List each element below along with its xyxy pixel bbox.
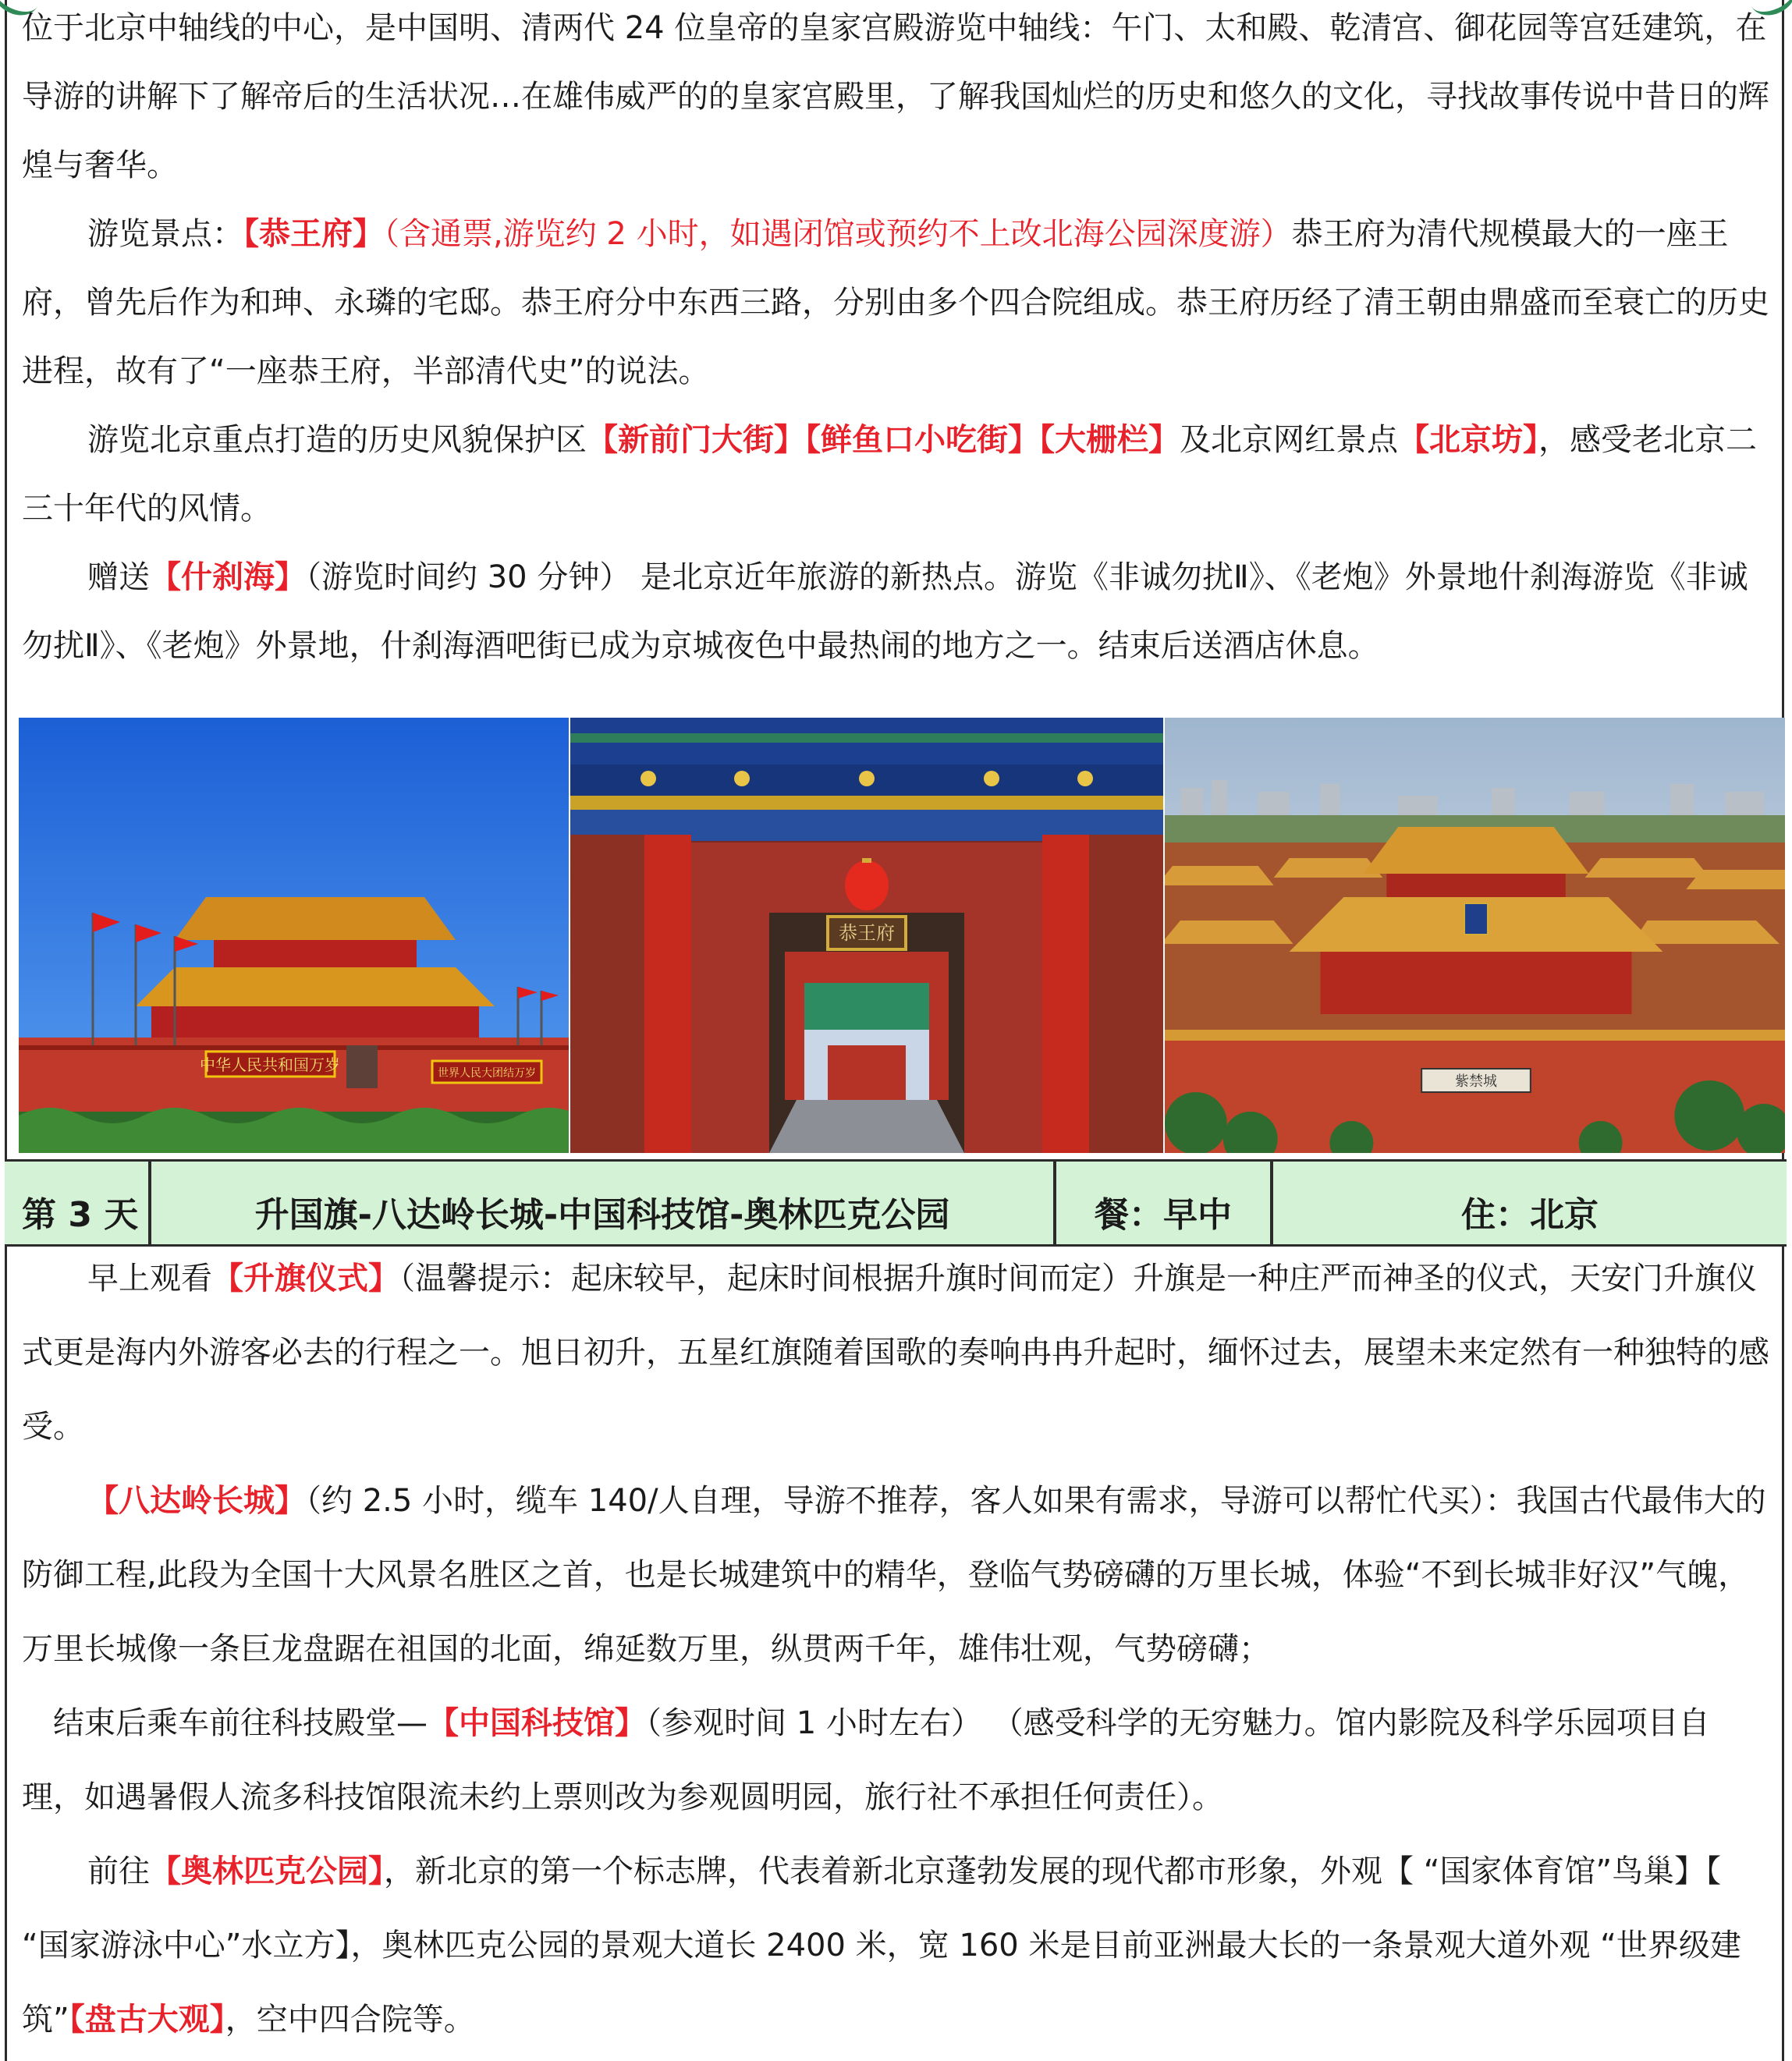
spot-dashilan: 【大栅栏】 bbox=[1039, 422, 1180, 458]
spot-qianmen-street: 【新前门大街】 bbox=[587, 422, 805, 458]
day-stay: 住：北京 bbox=[1461, 1195, 1599, 1235]
day-route: 升国旗-八达岭长城-中国科技馆-奥林匹克公园 bbox=[254, 1195, 950, 1235]
day-header-row bbox=[5, 1159, 1787, 1247]
forbidden-city-paragraph bbox=[22, 0, 1769, 200]
spot-pangu-plaza: 【盘古大观】 bbox=[69, 2002, 225, 2038]
day-meals: 餐：早中 bbox=[1095, 1195, 1232, 1235]
olympic-rest: ，空中四合院等。 bbox=[225, 2002, 475, 2038]
day-meals-cell bbox=[1056, 1162, 1273, 1244]
olympic-text: ，新北京的第一个标志牌，代表着新北京蓬勃发展的现代都市形象，外观【 “国家体育馆”鸟巢】【 “国家游泳中心”水立方】，奥林匹克公园的景观大道长 2400 米，宽 160 米是目前亚洲最大长的一条景观大道外观 “世界级建筑” bbox=[22, 1853, 1741, 2038]
science-museum-text: （参观时间 1 小时左右） （感受科学的无穷魅力。馆内影院及科学乐园项目自理，如遇暑假人流多科技馆限流未约上票则改为参观圆明园，旅行社不承担任何责任）。 bbox=[22, 1705, 1710, 1815]
gift-label: 赠送 bbox=[87, 559, 150, 595]
forbidden-city-plaque: 紫禁城 bbox=[1455, 1073, 1497, 1091]
prince-gong-paragraph bbox=[22, 200, 1769, 406]
qianmen-prefix: 游览北京重点打造的历史风貌保护区 bbox=[87, 422, 587, 458]
science-museum-prefix: 结束后乘车前往科技殿堂— bbox=[53, 1705, 428, 1741]
prince-gong-note: （含通票,游览约 2 小时，如遇闭馆或预约不上改北海公园深度游） bbox=[384, 216, 1292, 252]
day-number: 第 3 天 bbox=[22, 1195, 139, 1235]
spot-prince-gong: 【恭王府】 bbox=[243, 216, 384, 252]
spot-shichahai: 【什刹海】 bbox=[150, 559, 306, 595]
shichahai-paragraph bbox=[22, 543, 1769, 680]
photo-forbidden-city bbox=[1165, 718, 1785, 1153]
day3-description bbox=[22, 1242, 1769, 2057]
photo-prince-gong-gate bbox=[570, 718, 1163, 1153]
tiananmen-banner-left: 中华人民共和国万岁 bbox=[200, 1055, 340, 1074]
day2-description bbox=[22, 0, 1769, 680]
photo-strip bbox=[19, 718, 1785, 1153]
spot-beijing-fun: 【北京坊】 bbox=[1398, 422, 1538, 458]
tiananmen-banner-right: 世界人民大团结万岁 bbox=[438, 1067, 536, 1080]
spot-olympic-park: 【奥林匹克公园】 bbox=[150, 1853, 384, 1889]
flag-raising-prefix: 早上观看 bbox=[87, 1261, 212, 1297]
day-stay-cell bbox=[1273, 1162, 1787, 1244]
flag-raising-paragraph bbox=[22, 1242, 1769, 1464]
science-museum-paragraph bbox=[22, 1687, 1769, 1835]
flag-raising-text: （温馨提示：起床较早，起床时间根据升旗时间而定）升旗是一种庄严而神圣的仪式，天安门升旗仪式更是海内外游客必去的行程之一。旭日初升，五星红旗随着国歌的奏响冉冉升起时，缅怀过去，展望未来定然有一种独特的感受。 bbox=[22, 1261, 1769, 1445]
qianmen-rest: ，感受老北京二三十年代的风情。 bbox=[22, 422, 1757, 527]
prince-gong-text: 恭王府为清代规模最大的一座王府，曾先后作为和珅、永璘的宅邸。恭王府分中东西三路，分别由多个四合院组成。恭王府历经了清王朝由鼎盛而至衰亡的历史进程，故有了“一座恭王府，半部清代史”的说法。 bbox=[22, 216, 1769, 389]
spot-badaling: 【八达岭长城】 bbox=[87, 1483, 306, 1519]
spot-xianyukou: 【鲜鱼口小吃街】 bbox=[805, 422, 1039, 458]
shichahai-text: （游览时间约 30 分钟） 是北京近年旅游的新热点。游览《非诚勿扰Ⅱ》、《老炮》外景地什刹海游览《非诚勿扰Ⅱ》、《老炮》外景地，什刹海酒吧街已成为京城夜色中最热闹的地方之一。结束后送酒店休息。 bbox=[22, 559, 1748, 664]
spot-science-museum: 【中国科技馆】 bbox=[428, 1705, 646, 1741]
forbidden-city-text: 位于北京中轴线的中心，是中国明、清两代 24 位皇帝的皇家宫殿游览中轴线：午门、太和殿、乾清宫、御花园等宫廷建筑，在导游的讲解下了解帝后的生活状况…在雄伟威严的的皇家宫殿里，了解我国灿烂的历史和悠久的文化，寻找故事传说中昔日的辉煌与奢华。 bbox=[22, 10, 1769, 183]
prince-gong-plaque: 恭王府 bbox=[839, 922, 895, 944]
great-wall-text: （约 2.5 小时，缆车 140/人自理，导游不推荐，客人如果有需求，导游可以帮忙代买）：我国古代最伟大的防御工程,此段为全国十大风景名胜区之首，也是长城建筑中的精华，登临气势磅礴的万里长城，体验“不到长城非好汉”气魄，万里长城像一条巨龙盘踞在祖国的北面，绵延数万里，纵贯两千年，雄伟壮观，气势磅礴； bbox=[22, 1483, 1766, 1667]
day-route-cell bbox=[151, 1162, 1056, 1244]
qianmen-paragraph bbox=[22, 406, 1769, 543]
qianmen-mid: 及北京网红景点 bbox=[1180, 422, 1398, 458]
visit-spots-label: 游览景点： bbox=[87, 216, 243, 252]
great-wall-paragraph bbox=[22, 1464, 1769, 1687]
day-number-cell bbox=[5, 1162, 151, 1244]
photo-tiananmen bbox=[19, 718, 569, 1153]
olympic-prefix: 前往 bbox=[87, 1853, 150, 1889]
olympic-park-paragraph bbox=[22, 1835, 1769, 2057]
spot-flag-raising: 【升旗仪式】 bbox=[212, 1261, 399, 1297]
